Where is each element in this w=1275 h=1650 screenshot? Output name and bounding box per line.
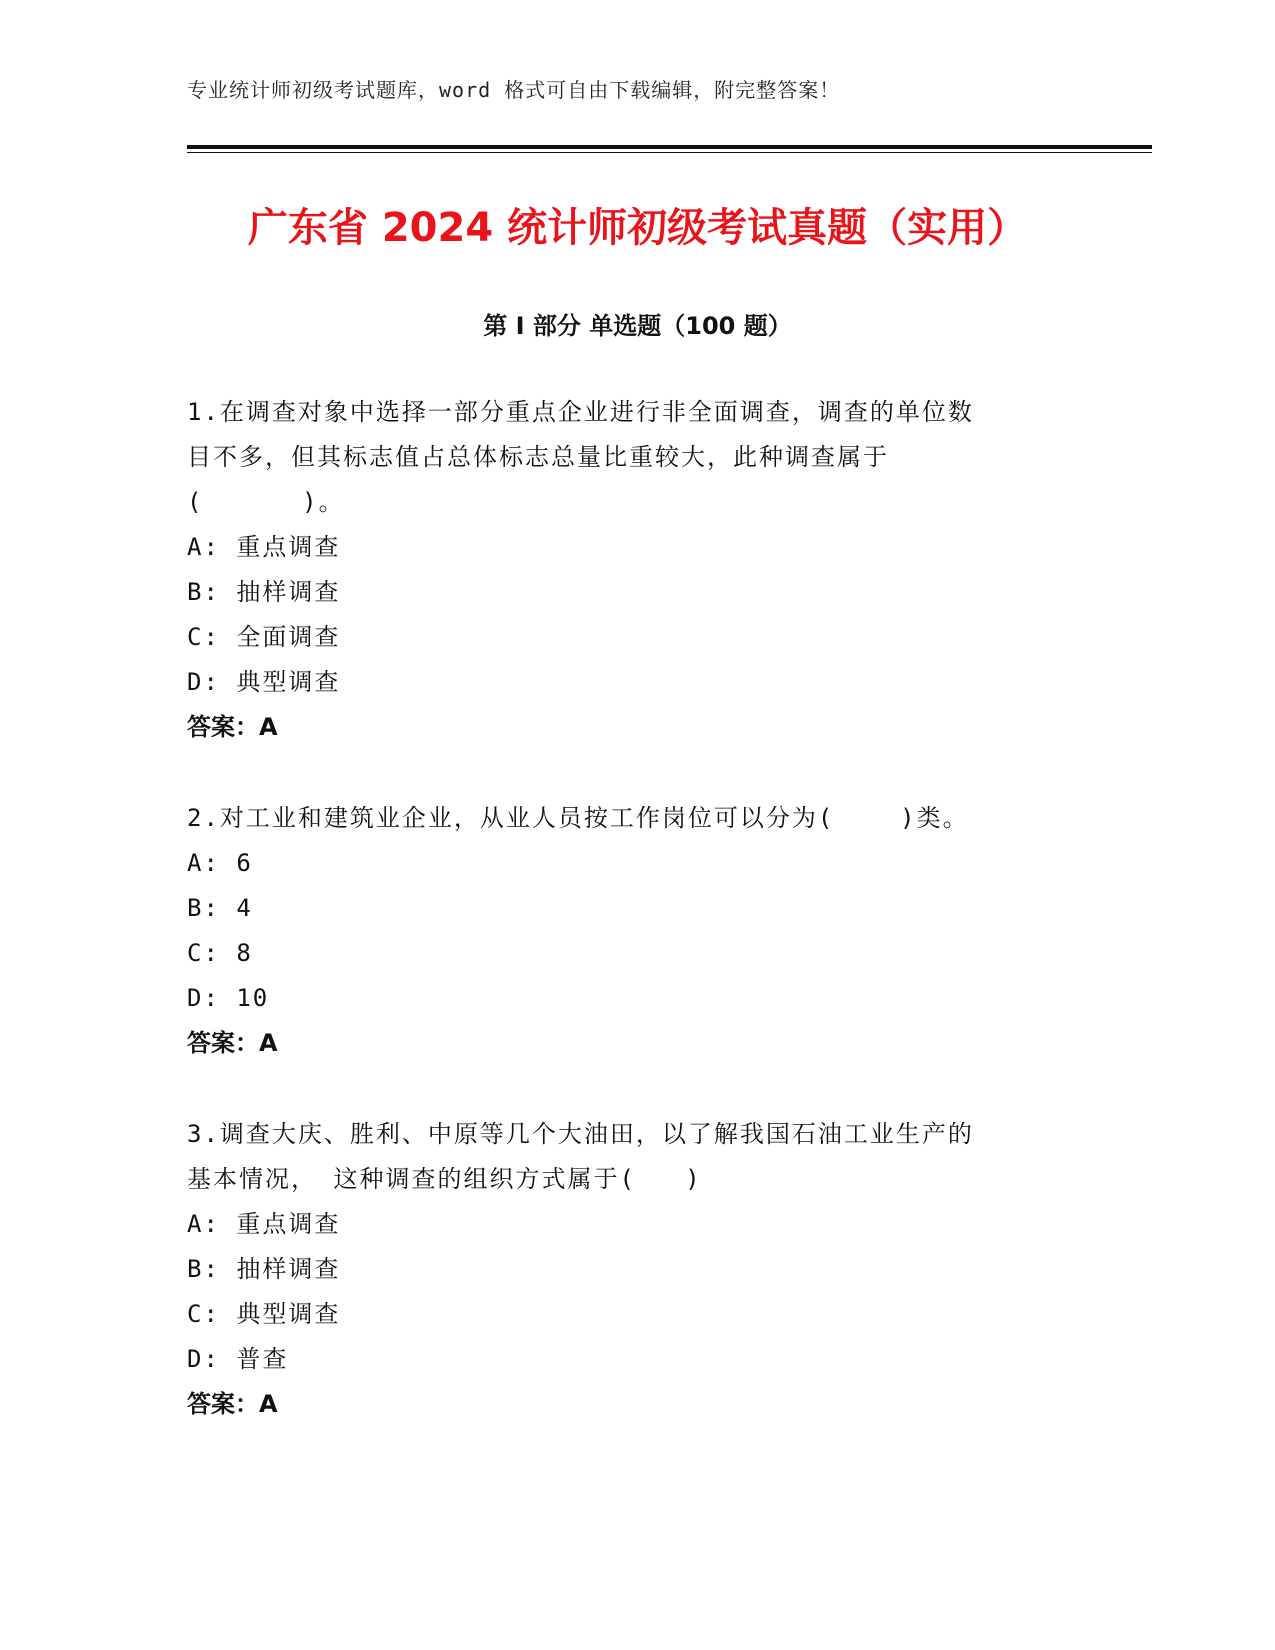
option-a: A: 6 <box>187 849 253 877</box>
answer-line: 答案：A <box>187 713 278 741</box>
option-d: D: 典型调查 <box>187 668 341 696</box>
option-c: C: 典型调查 <box>187 1300 341 1328</box>
header-note: 专业统计师初级考试题库，word 格式可自由下载编辑，附完整答案！ <box>187 78 841 102</box>
question-stem-line: 目不多，但其标志值占总体标志总量比重较大，此种调查属于 <box>187 443 889 471</box>
question-stem-line: 基本情况， 这种调查的组织方式属于( ) <box>187 1165 702 1193</box>
option-b: B: 4 <box>187 894 253 922</box>
option-c: C: 全面调查 <box>187 623 341 651</box>
option-a: A: 重点调查 <box>187 1210 341 1238</box>
option-d: D: 10 <box>187 984 270 1012</box>
question-stem-line: 3.调查大庆、胜利、中原等几个大油田，以了解我国石油工业生产的 <box>187 1120 974 1148</box>
option-b: B: 抽样调查 <box>187 578 341 606</box>
option-b: B: 抽样调查 <box>187 1255 341 1283</box>
question-2 <box>187 796 1067 1066</box>
header-rule-thick <box>187 145 1152 149</box>
document-title: 广东省 2024 统计师初级考试真题（实用） <box>247 205 1028 251</box>
question-stem-line: ( )。 <box>187 488 345 516</box>
section-title: 第 I 部分 单选题（100 题） <box>483 312 792 340</box>
option-d: D: 普查 <box>187 1345 289 1373</box>
option-a: A: 重点调查 <box>187 533 341 561</box>
question-stem-line: 2.对工业和建筑业企业，从业人员按工作岗位可以分为( )类。 <box>187 804 969 832</box>
answer-line: 答案：A <box>187 1029 278 1057</box>
option-c: C: 8 <box>187 939 253 967</box>
question-stem-line: 1.在调查对象中选择一部分重点企业进行非全面调查，调查的单位数 <box>187 398 974 426</box>
question-1 <box>187 390 1067 750</box>
answer-line: 答案：A <box>187 1390 278 1418</box>
question-list <box>187 390 1067 1473</box>
header-rule-thin <box>187 152 1152 153</box>
question-3 <box>187 1112 1067 1427</box>
